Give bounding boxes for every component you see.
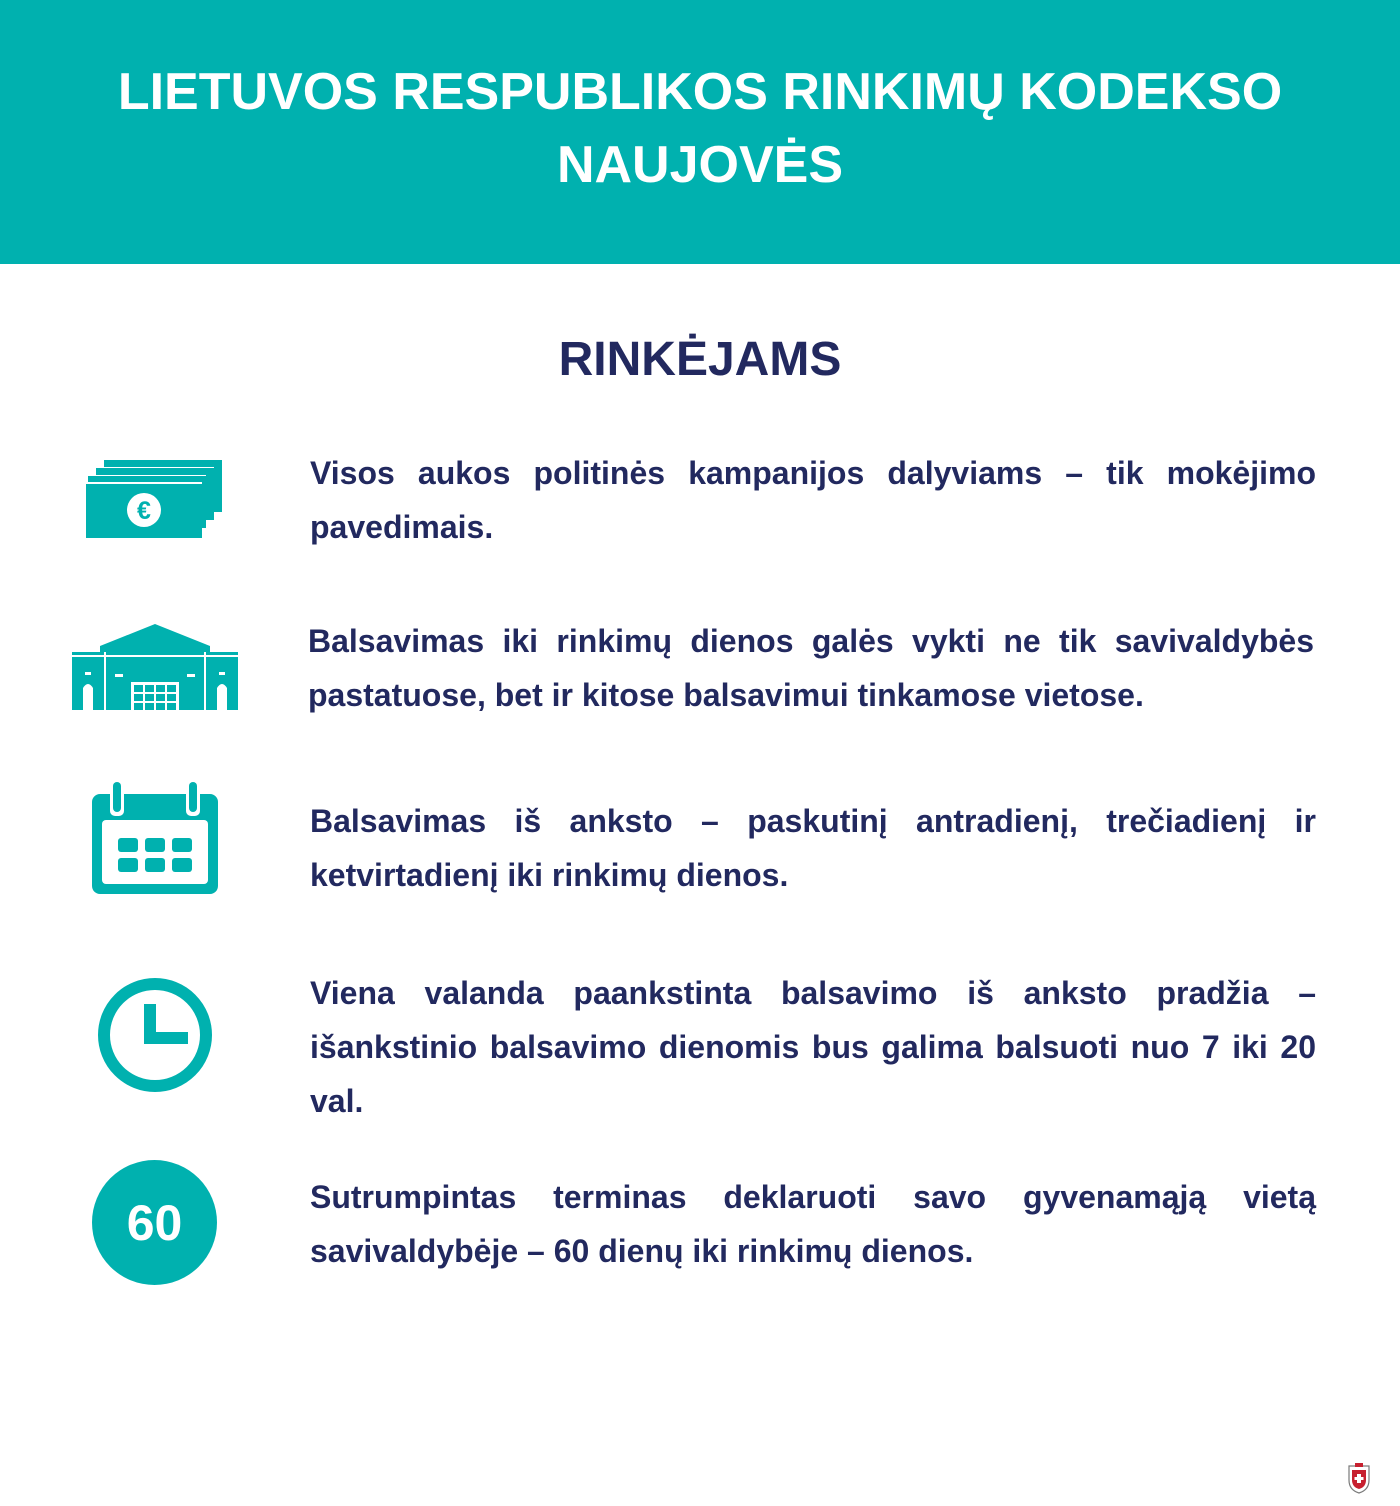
municipality-building-icon xyxy=(70,622,240,712)
coat-of-arms-logo-icon xyxy=(1346,1462,1372,1494)
item-text-early-voting-days: Balsavimas iš anksto – paskutinį antradienį, trečiadienį ir ketvirtadienį iki rinkimų dienos. xyxy=(310,803,1316,893)
euro-symbol: € xyxy=(137,497,151,525)
section-title: RINKĖJAMS xyxy=(558,333,842,386)
item-text-donations: Visos aukos politinės kampanijos dalyviams – tik mokėjimo pavedimais. xyxy=(310,455,1316,545)
number-badge-icon: 60 xyxy=(92,1160,217,1285)
clock-icon xyxy=(96,976,214,1094)
item-text-voting-hours: Viena valanda paankstinta balsavimo iš anksto pradžia – išankstinio balsavimo dienomis bus galima balsuoti nuo 7 iki 20 val. xyxy=(310,975,1316,1119)
header-banner xyxy=(0,0,1400,264)
item-text-voting-locations: Balsavimas iki rinkimų dienos galės vykti ne tik savivaldybės pastatuose, bet ir kitose balsavimui tinkamose vietose. xyxy=(308,623,1314,713)
calendar-icon xyxy=(90,780,220,896)
item-text-residence-declaration: Sutrumpintas terminas deklaruoti savo gyvenamąją vietą savivaldybėje – 60 dienų iki rinkimų dienos. xyxy=(310,1179,1316,1269)
page-title: LIETUVOS RESPUBLIKOS RINKIMŲ KODEKSO NAUJOVĖS xyxy=(117,63,1283,194)
euro-banknotes-icon xyxy=(84,458,224,540)
